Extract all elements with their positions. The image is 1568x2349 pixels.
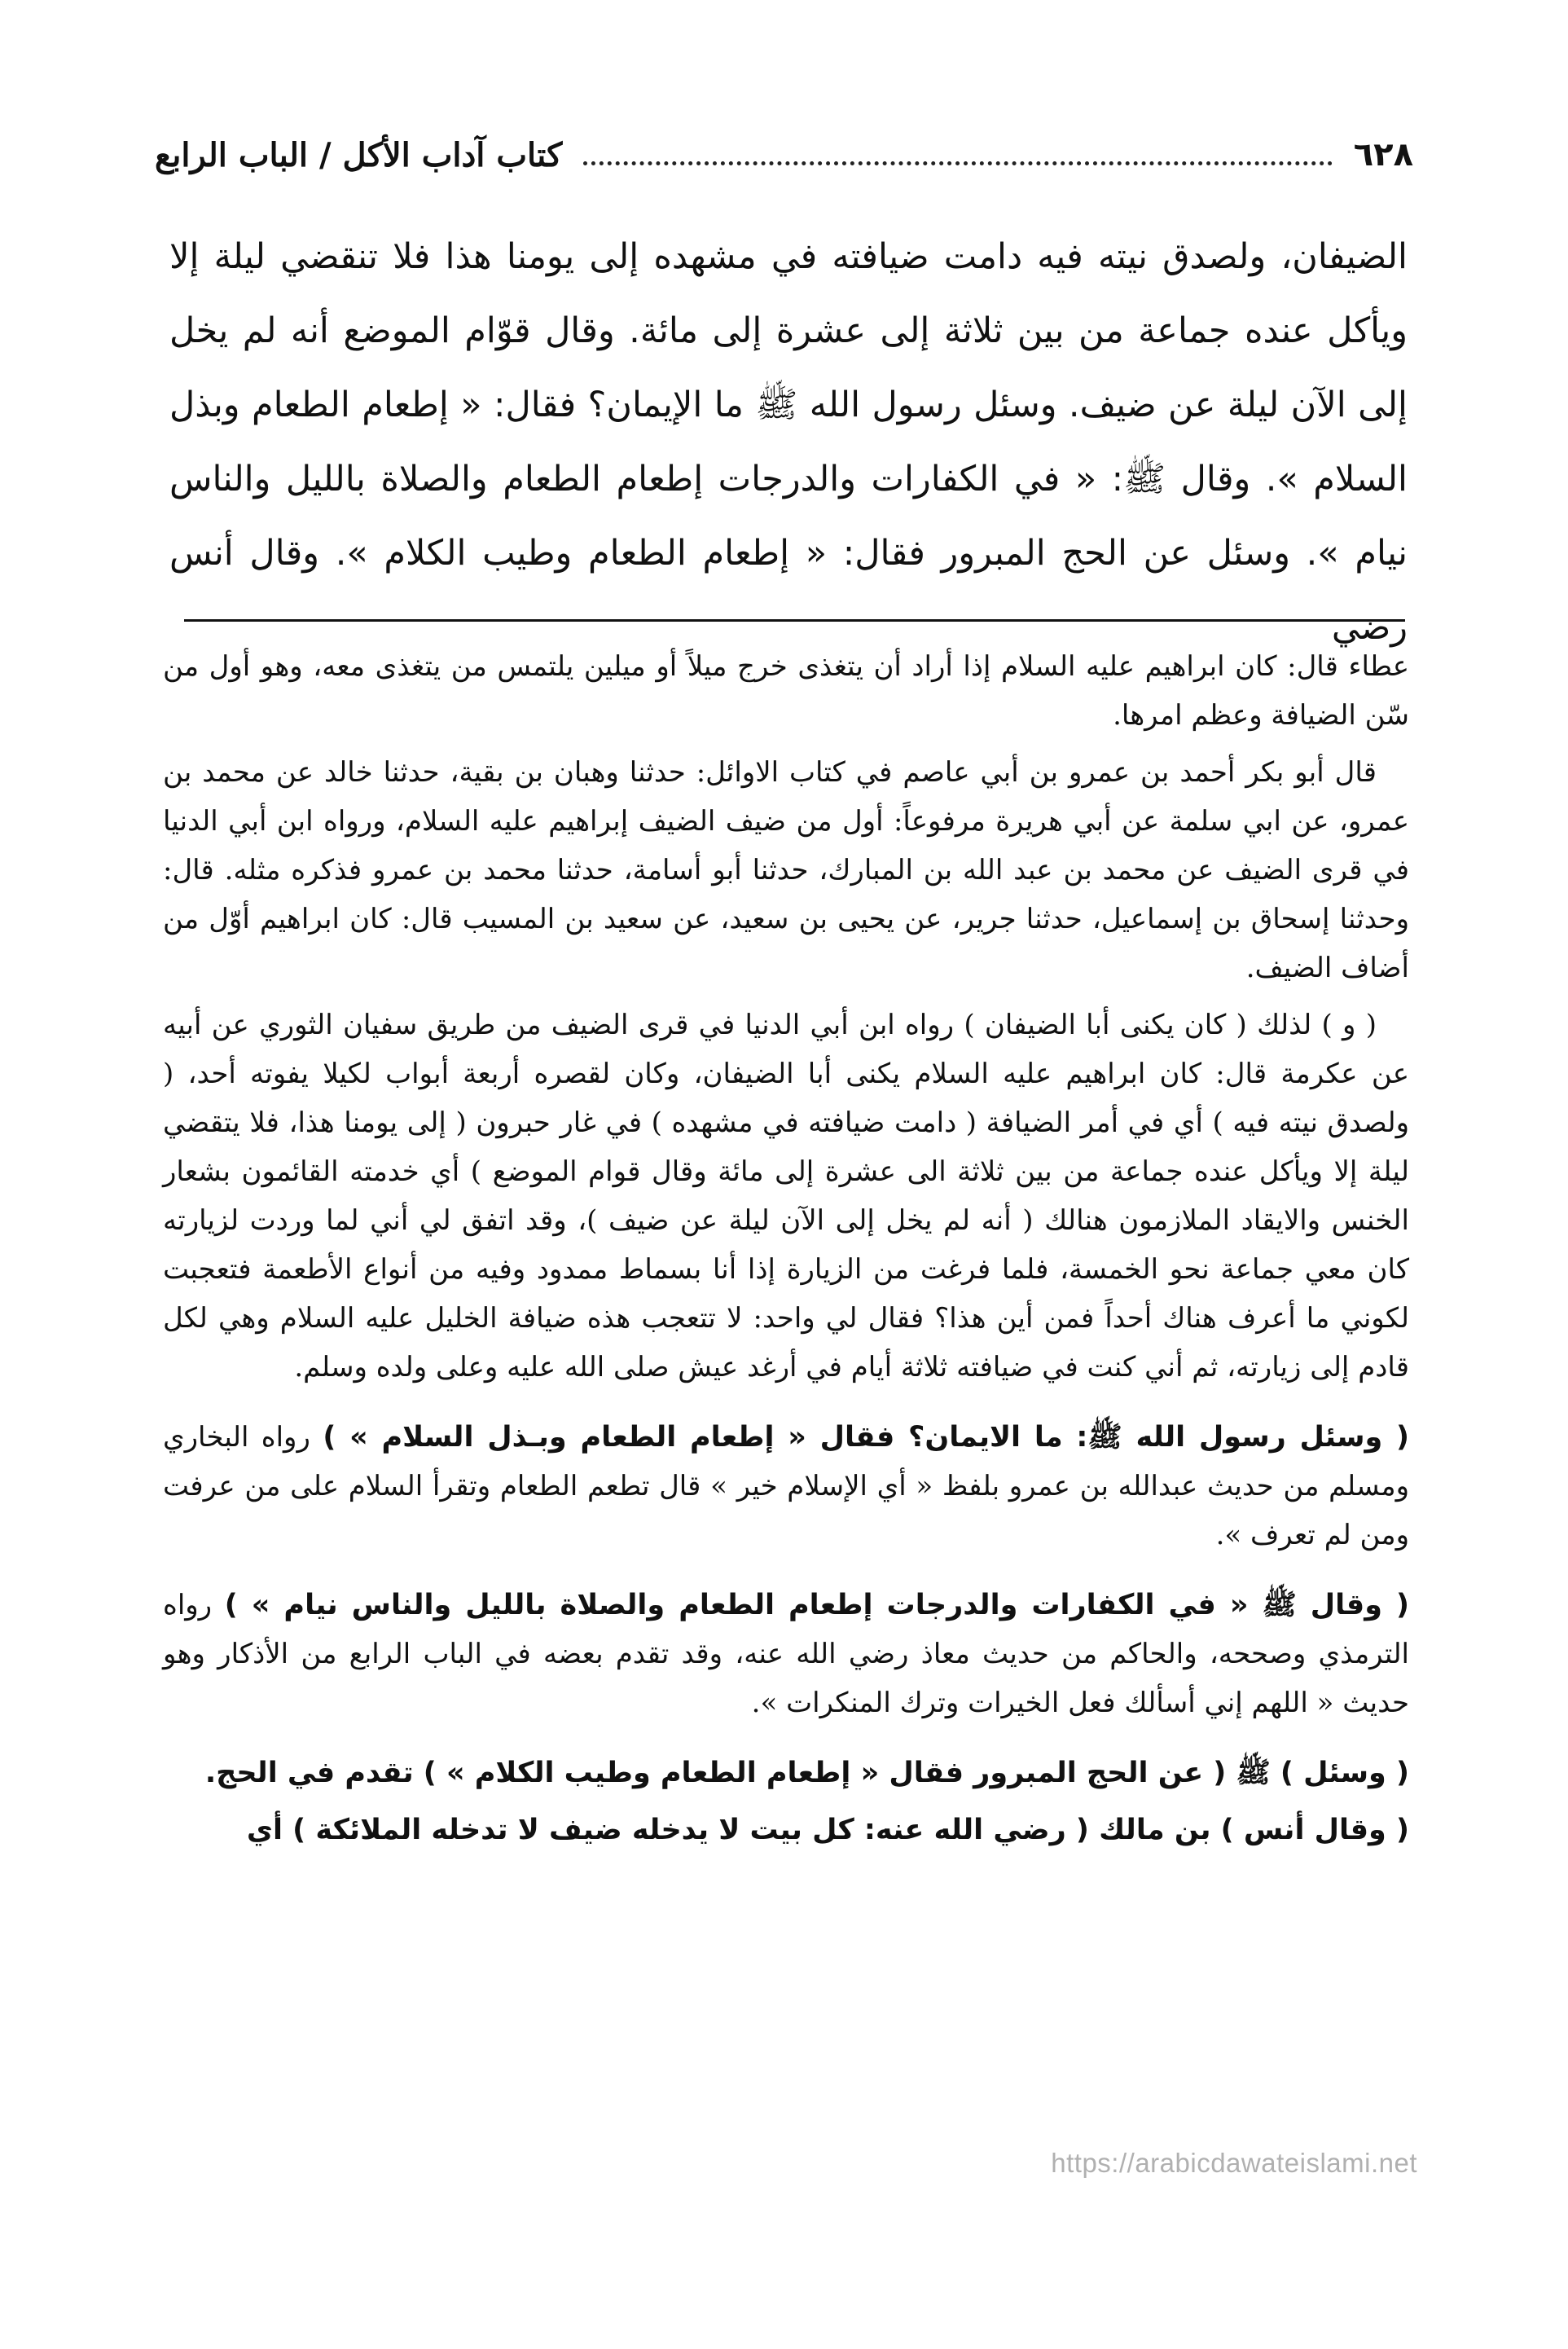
running-title: كتاب آداب الأكل / الباب الرابع (155, 135, 563, 174)
hadith-commentary: رواه الترمذي وصححه، والحاكم من حديث معاذ رضي الله عنه، وقد تقدم بعضه في الباب الرابع من الأذكار وهو حديث « اللهم إني أسألك فعل الخيرات وترك المنكرات ». (163, 1589, 1409, 1719)
commentary (163, 642, 1409, 1863)
hadith-commentary: رواه البخاري ومسلم من حديث عبدالله بن عمرو بلفظ « أي الإسلام خير » قال تطعم الطعام وتقرأ السلام على من عرفت ومن لم تعرف ». (163, 1421, 1409, 1551)
page-header (155, 122, 1413, 187)
commentary-paragraph (163, 1581, 1409, 1727)
commentary-paragraph: قال أبو بكر أحمد بن عمرو بن أبي عاصم في كتاب الاوائل: حدثنا وهبان بن بقية، حدثنا خالد عن محمد بن عمرو، عن ابي سلمة عن أبي هريرة مرفوعاً: أول من ضيف الضيف إبراهيم عليه السلام، ورواه ابن أبي الدنيا في قرى الضيف عن محمد بن عبد الله بن المبارك، حدثنا أبو أسامة، حدثنا محمد بن عمرو فذكره مثله. قال: وحدثنا إسحاق بن إسماعيل، حدثنا جرير، عن يحيى بن سعيد، عن سعيد بن المسيب قال: كان ابراهيم أوّل من أضاف الضيف. (163, 756, 1409, 984)
section-divider (184, 619, 1405, 622)
commentary-paragraph: ( و ) لذلك ( كان يكنى أبا الضيفان ) رواه ابن أبي الدنيا في قرى الضيف من طريق سفيان الثوري عن أبيه عن عكرمة قال: كان ابراهيم عليه السلام يكنى أبا الضيفان، وكان لقصره أربعة أبواب لكيلا يفوته أحد، ( ولصدق نيته فيه ) أي في أمر الضيافة ( دامت ضيافته في مشهده ) في غار حبرون ( إلى يومنا هذا، فلا يتقضي ليلة إلا ويأكل عنده جماعة من بين ثلاثة الى عشرة إلى مائة وقال قوام الموضع ) أي خدمته القائمون بشعار الخنس والايقاد الملازمون هنالك ( أنه لم يخل إلى الآن ليلة عن ضيف )، وقد اتفق لي أني لما وردت لزيارته كان معي جماعة نحو الخمسة، فلما فرغت من الزيارة إذا أنا بسماط ممدود وفيه من أنواع الأطعمة فتعجبت لكوني ما أعرف هناك أحداً فمن أين هذا؟ فقال لي واحد: لا تتعجب هذه ضيافة الخليل عليه السلام وهي لكل قادم إلى زيارته، ثم أني كنت في ضيافته ثلاثة أيام في أرغد عيش صلى الله عليه وعلى ولده وسلم. (163, 1009, 1409, 1383)
watermark-url: https://arabicdawateislami.net (1051, 2148, 1417, 2178)
header-dotted-leader (583, 145, 1332, 165)
commentary-paragraph (163, 1413, 1409, 1559)
page-number: ٦٢٨ (1353, 136, 1413, 174)
main-text (169, 220, 1408, 665)
main-paragraph: الضيفان، ولصدق نيته فيه دامت ضيافته في مشهده إلى يومنا هذا فلا تنقضي ليلة إلا ويأكل عنده جماعة من بين ثلاثة إلى عشرة إلى مائة. وقال قوّام الموضع أنه لم يخل إلى الآن ليلة عن ضيف. وسئل رسول الله ﷺ ما الإيمان؟ فقال: « إطعام الطعام وبذل السلام ». وقال ﷺ: « في الكفارات والدرجات إطعام الطعام والصلاة بالليل والناس نيام ». وسئل عن الحج المبرور فقال: « إطعام الطعام وطيب الكلام ». وقال أنس رضي (169, 236, 1408, 648)
commentary-paragraph: ( وسئل ) ﷺ ( عن الحج المبرور فقال « إطعام الطعام وطيب الكلام » ) تقدم في الحج. (204, 1757, 1409, 1789)
hadith-quote: ( وسئل رسول الله ﷺ: ما الايمان؟ فقال « إطعام الطعام وبـذل السلام » ) (323, 1421, 1410, 1454)
commentary-paragraph: ( وقال أنس ) بن مالك ( رضي الله عنه: كل بيت لا يدخله ضيف لا تدخله الملائكة ) أي (246, 1814, 1409, 1846)
commentary-paragraph: عطاء قال: كان ابراهيم عليه السلام إذا أراد أن يتغذى خرج ميلاً أو ميلين يلتمس من يتغذى معه، وهو أول من سّن الضيافة وعظم امرها. (163, 650, 1409, 732)
hadith-quote: ( وقال ﷺ « في الكفارات والدرجات إطعام الطعام والصلاة بالليل والناس نيام » ) (224, 1589, 1409, 1621)
